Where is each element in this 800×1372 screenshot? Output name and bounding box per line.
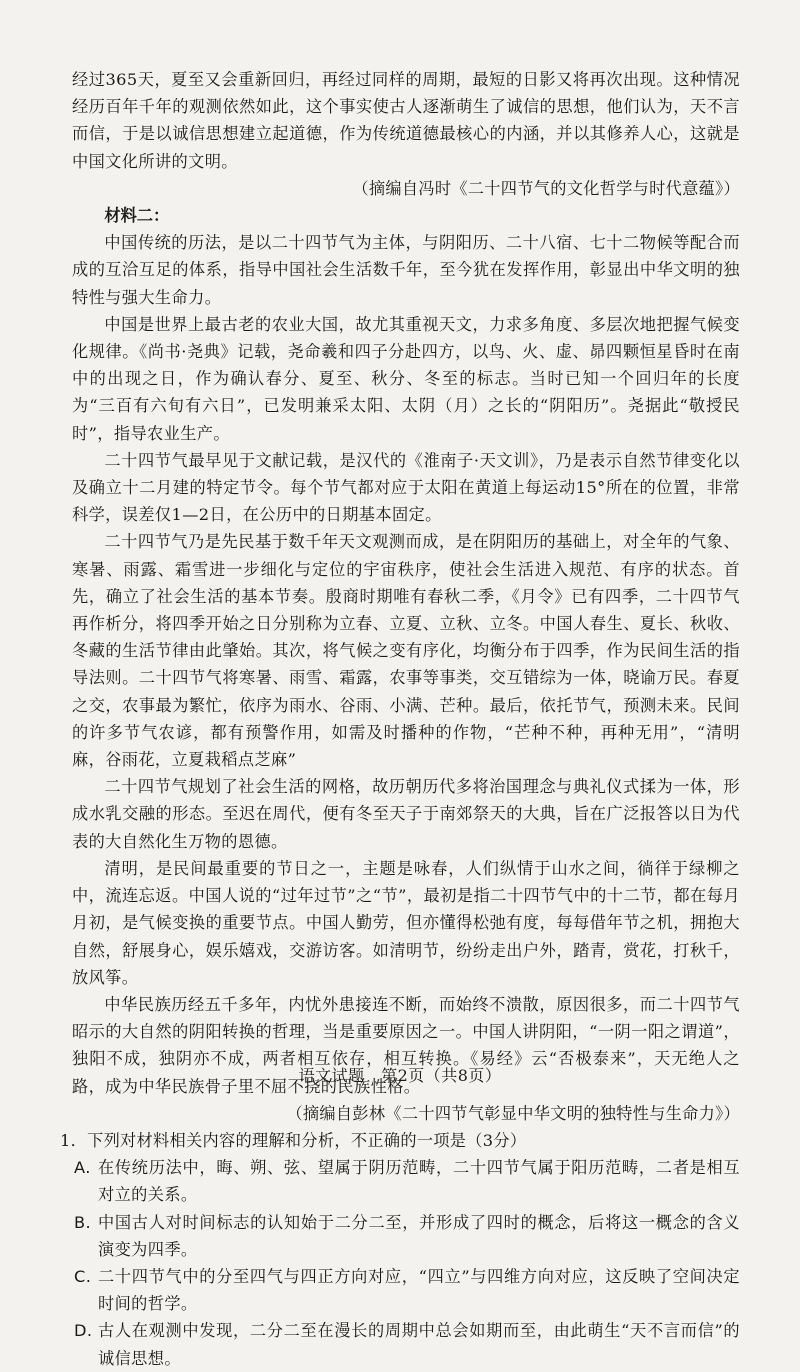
option-letter: B. [74, 1212, 92, 1232]
material-2-paragraph: 中华民族历经五千多年，内忧外患接连不断，而始终不溃散，原因很多，而二十四节气昭示的大自然的阴阳转换的哲理，当是重要原因之一。中国人讲阴阳，“一阴一阳之谓道”，独阳不成，独阴亦不成，两者相互依存，相互转换。《易经》云“否极泰来”，天无绝人之路，成为中华民族骨子里不屈不挠的民族性格。 [72, 994, 740, 1096]
material-2-paragraph: 二十四节气规划了社会生活的网格，故历朝历代多将治国理念与典礼仪式揉为一体，形成水乳交融的形态。至迟在周代，便有冬至天子于南郊祭天的大典，旨在广泛报答以日为代表的大自然化生万物的恩德。 [72, 777, 740, 851]
option-letter: A. [74, 1158, 91, 1178]
material-2-paragraph: 中国是世界上最古老的农业大国，故尤其重视天文，力求多角度、多层次地把握气候变化规律。《尚书·尧典》记载，尧命羲和四子分赴四方，以鸟、火、虚、昴四颗恒星昏时在南中的出现之日，作为确认春分、夏至、秋分、冬至的标志。当时已知一个回归年的长度为“三百有六旬有六日”，已发明兼采太阳、太阴（月）之长的“阴阳历”。尧据此“敬授民时”，指导农业生产。 [72, 314, 740, 443]
source-citation-1: （摘编自冯时《二十四节气的文化哲学与时代意蕴》） [352, 178, 740, 198]
material-2-paragraph: 清明，是民间最重要的节日之一，主题是咏春，人们纵情于山水之间，徜徉于绿柳之中，流连忘返。中国人说的“过年过节”之“节”，最初是指二十四节气中的十二节，都在每月月初，是气候变换的重要节点。中国人勤劳，但亦懂得松弛有度，每每借年节之机，拥抱大自然，舒展身心，娱乐嬉戏，交游访客。如清明节，纷纷走出户外，踏青，赏花，打秋千，放风筝。 [72, 858, 740, 987]
page-footer: 语文试题 第2页（共8页） [298, 1066, 502, 1085]
option-letter: C. [74, 1266, 92, 1286]
option-b [74, 1209, 740, 1263]
option-text: 中国古人对时间标志的认知始于二分二至，并形成了四时的概念，后将这一概念的含义演变为四季。 [98, 1212, 740, 1259]
option-c [74, 1263, 740, 1317]
material-2-paragraph: 中国传统的历法，是以二十四节气为主体，与阴阳历、二十八宿、七十二物候等配合而成的互洽互足的体系，指导中国社会生活数千年，至今犹在发挥作用，彰显出中华文明的独特性与强大生命力。 [72, 233, 740, 307]
material-2-paragraph: 二十四节气最早见于文献记载，是汉代的《淮南子·天文训》，乃是表示自然节律变化以及确立十二月建的特定节令。每个节气都对应于太阳在黄道上每运动15°所在的位置，非常科学，误差仅1—2日，在公历中的日期基本固定。 [72, 450, 740, 525]
option-d [74, 1317, 740, 1371]
material-2-heading: 材料二： [104, 206, 170, 226]
material-2-paragraph: 二十四节气乃是先民基于数千年天文观测而成，是在阴阳历的基础上，对全年的气象、寒暑、雨露、霜雪进一步细化与定位的宇宙秩序，使社会生活进入规范、有序的状态。首先，确立了社会生活的基本节奏。殷商时期唯有春秋二季，《月令》已有四季，二十四节气再作析分，将四季开始之日分别称为立春、立夏、立秋、立冬。中国人春生、夏长、秋收、冬藏的生活节律由此肇始。其次，将气候之变有序化，均衡分布于四季，作为民间生活的指导法则。二十四节气将寒暑、雨雪、霜露，农事等事类，交互错综为一体，晓谕万民。春夏之交，农事最为繁忙，依序为雨水、谷雨、小满、芒种。最后，依托节气，预测未来。民间的许多节气农谚，都有预警作用，如需及时播种的作物，“芒种不种，再种无用”，“清明麻，谷雨花，立夏栽稻点芝麻” [72, 532, 740, 770]
option-text: 在传统历法中，晦、朔、弦、望属于阴历范畴，二十四节气属于阳历范畴，二者是相互对立的关系。 [98, 1158, 740, 1205]
question-stem: 1．下列对材料相关内容的理解和分析，不正确的一项是（3分） [60, 1130, 527, 1150]
option-text: 二十四节气中的分至四气与四正方向对应，“四立”与四维方向对应，这反映了空间决定时间的哲学。 [98, 1266, 740, 1314]
option-text: 古人在观测中发现，二分二至在漫长的周期中总会如期而至，由此萌生“天不言而信”的诚信思想。 [98, 1321, 740, 1368]
source-citation-2: （摘编自彭林《二十四节气彰显中华文明的独特性与生命力》） [286, 1103, 740, 1123]
option-a [74, 1154, 740, 1208]
option-letter: D. [74, 1321, 93, 1341]
intro-paragraph: 经过365天，夏至又会重新回归，再经过同样的周期，最短的日影又将再次出现。这种情况经历百年千年的观测依然如此，这个事实使古人逐渐萌生了诚信的思想，他们认为，天不言而信，于是以诚信思想建立起道德，作为传统道德最核心的内涵，并以其修养人心，这就是中国文化所讲的文明。 [72, 70, 740, 171]
